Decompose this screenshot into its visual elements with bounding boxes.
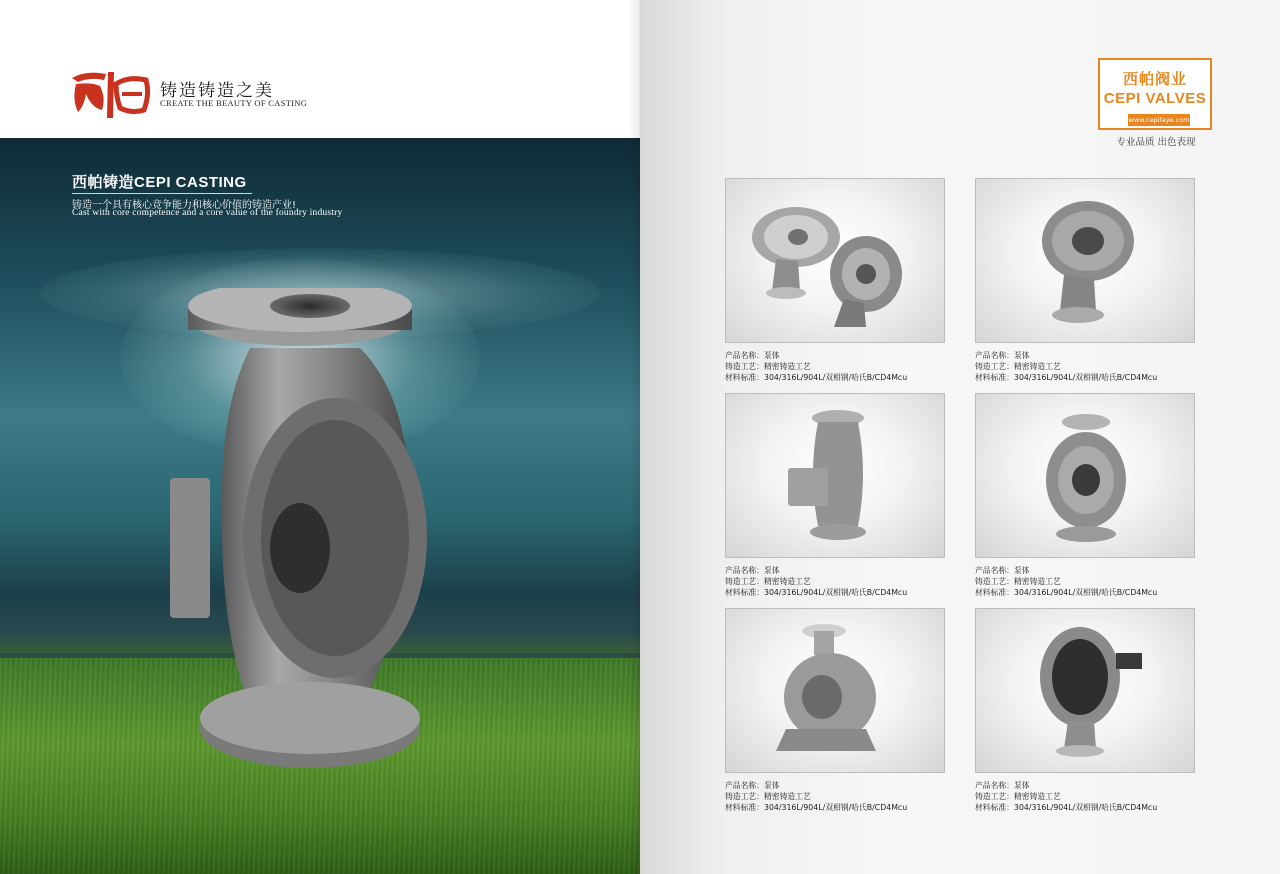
product-name: 产品名称：泵体: [725, 566, 780, 575]
product-caption: [975, 350, 1205, 383]
product-process: 铸造工艺：精密铸造工艺: [725, 792, 811, 801]
product-caption: [975, 565, 1205, 598]
right-page: [640, 0, 1280, 874]
product-material: 材料标准：304/316L/904L/双相钢/哈氏B/CD4Mcu: [975, 588, 1158, 597]
hero-subtitle-english: Cast with core competence and a core value of the foundry industry: [72, 208, 343, 218]
product-image-frame: [975, 608, 1195, 773]
pump-volute-image: [976, 179, 1194, 342]
product-name: 产品名称：泵体: [725, 781, 780, 790]
product-process: 铸造工艺：精密铸造工艺: [725, 577, 811, 586]
product-caption: [725, 780, 955, 813]
pump-casing-pair-image: [726, 179, 944, 342]
left-page-header: [0, 0, 640, 138]
product-name: 产品名称：泵体: [975, 781, 1030, 790]
pump-body-front-image: [976, 394, 1194, 557]
hero-banner: [0, 138, 640, 874]
pump-casting-hero-image: [160, 288, 440, 788]
product-process: 铸造工艺：精密铸造工艺: [975, 362, 1061, 371]
product-name: 产品名称：泵体: [725, 351, 780, 360]
product-caption: [725, 565, 955, 598]
pump-frame-image: [976, 609, 1194, 772]
product-image-frame: [725, 608, 945, 773]
cepi-valves-logo: [1098, 58, 1212, 130]
pump-body-side-image: [726, 394, 944, 557]
product-image-frame: [975, 178, 1195, 343]
product-image-frame: [725, 178, 945, 343]
brand-slogan-english: CREATE THE BEAUTY OF CASTING: [160, 98, 308, 108]
product-process: 铸造工艺：精密铸造工艺: [725, 362, 811, 371]
hero-title: 西帕铸造CEPI CASTING: [72, 174, 247, 191]
product-process: 铸造工艺：精密铸造工艺: [975, 792, 1061, 801]
product-name: 产品名称：泵体: [975, 566, 1030, 575]
product-image-frame: [975, 393, 1195, 558]
product-material: 材料标准：304/316L/904L/双相钢/哈氏B/CD4Mcu: [725, 588, 908, 597]
pump-body-flanged-image: [726, 609, 944, 772]
product-name: 产品名称：泵体: [975, 351, 1030, 360]
cepi-logo-chinese: 西帕阀业: [1122, 70, 1187, 88]
product-material: 材料标准：304/316L/904L/双相钢/哈氏B/CD4Mcu: [975, 373, 1158, 382]
cepi-tagline: 专业品质 出色表现: [1116, 137, 1196, 148]
product-material: 材料标准：304/316L/904L/双相钢/哈氏B/CD4Mcu: [725, 373, 908, 382]
xipa-brand-logo: [66, 64, 156, 120]
product-caption: [975, 780, 1205, 813]
product-material: 材料标准：304/316L/904L/双相钢/哈氏B/CD4Mcu: [725, 803, 908, 812]
product-process: 铸造工艺：精密铸造工艺: [975, 577, 1061, 586]
brand-slogan-chinese: 铸造铸造之美: [160, 81, 274, 101]
hero-subtitle-chinese: 铸造一个具有核心竞争能力和核心价值的铸造产业!: [72, 200, 297, 211]
product-material: 材料标准：304/316L/904L/双相钢/哈氏B/CD4Mcu: [975, 803, 1158, 812]
hero-divider: [72, 193, 252, 194]
cepi-logo-english: CEPI VALVES: [1103, 90, 1207, 107]
product-caption: [725, 350, 955, 383]
cepi-logo-url: www.cepifaye.com: [1128, 116, 1190, 124]
product-image-frame: [725, 393, 945, 558]
